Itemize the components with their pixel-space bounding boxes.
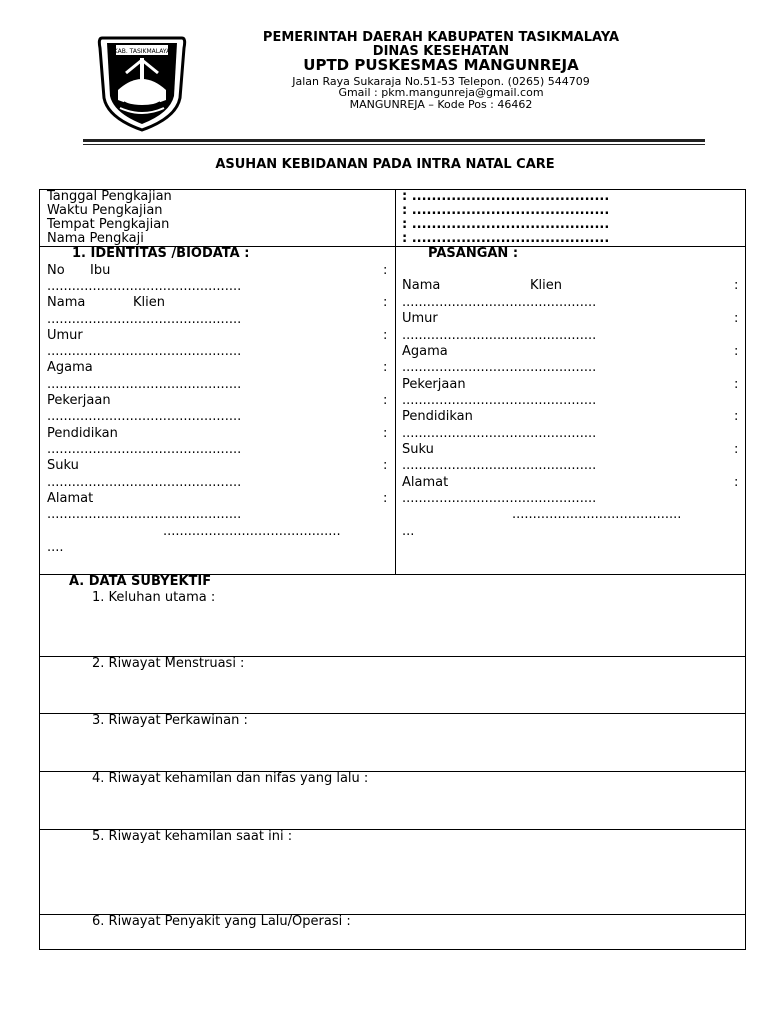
table-column-divider bbox=[395, 189, 396, 575]
pasangan-alamat-dots-2[interactable]: ......................................... bbox=[512, 508, 682, 521]
suku-label: Suku bbox=[47, 458, 79, 473]
nama-colon: : bbox=[383, 295, 388, 310]
pasangan-pekerjaan-colon: : bbox=[734, 377, 739, 392]
agama-colon: : bbox=[383, 360, 388, 375]
alamat-label: Alamat bbox=[47, 491, 94, 506]
klien-label: Klien bbox=[133, 295, 165, 310]
pasangan-agama-label: Agama bbox=[402, 344, 448, 359]
alamat-dots-2[interactable]: ........................................... bbox=[163, 525, 341, 538]
agama-dots[interactable]: ............................................... bbox=[47, 378, 242, 391]
suku-dots[interactable]: ............................................... bbox=[47, 476, 242, 489]
riwayat-perkawinan-label: 3. Riwayat Perkawinan : bbox=[92, 713, 248, 728]
tempat-value[interactable]: : ........................................ bbox=[402, 217, 610, 232]
pasangan-suku-dots[interactable]: ............................................... bbox=[402, 459, 597, 472]
pasangan-pendidikan-dots[interactable]: ............................................... bbox=[402, 427, 597, 440]
no-ibu-dots[interactable]: ............................................... bbox=[47, 280, 242, 293]
waktu-label: Waktu Pengkajian bbox=[47, 203, 163, 218]
umur-colon: : bbox=[383, 328, 388, 343]
riwayat-penyakit-label: 6. Riwayat Penyakit yang Lalu/Operasi : bbox=[92, 914, 351, 929]
table-border-bottom bbox=[39, 949, 746, 950]
letterhead-government: PEMERINTAH DAERAH KABUPATEN TASIKMALAYA bbox=[262, 30, 620, 45]
ibu-label: Ibu bbox=[90, 263, 111, 278]
pasangan-klien-label: Klien bbox=[530, 278, 562, 293]
identitas-heading: 1. IDENTITAS /BIODATA : bbox=[72, 246, 250, 261]
riwayat-kehamilan-kini-label: 5. Riwayat kehamilan saat ini : bbox=[92, 829, 293, 844]
pasangan-suku-label: Suku bbox=[402, 442, 434, 457]
umur-dots[interactable]: ............................................... bbox=[47, 345, 242, 358]
alamat-colon: : bbox=[383, 491, 388, 506]
alamat-dots[interactable]: ............................................... bbox=[47, 508, 242, 521]
suku-colon: : bbox=[383, 458, 388, 473]
tanggal-label: Tanggal Pengkajian bbox=[47, 189, 172, 204]
pasangan-nama-colon: : bbox=[734, 278, 739, 293]
riwayat-menstruasi-label: 2. Riwayat Menstruasi : bbox=[92, 656, 245, 671]
waktu-value[interactable]: : ........................................ bbox=[402, 203, 610, 218]
nama-dots[interactable]: ............................................... bbox=[47, 313, 242, 326]
no-ibu-colon: : bbox=[383, 263, 388, 278]
pasangan-alamat-dots-3[interactable]: ... bbox=[402, 525, 415, 538]
pekerjaan-dots[interactable]: ............................................... bbox=[47, 410, 242, 423]
pasangan-agama-colon: : bbox=[734, 344, 739, 359]
no-label: No bbox=[47, 263, 65, 278]
letterhead-address: Jalan Raya Sukaraja No.51-53 Telepon. (0265) 544709 bbox=[292, 75, 590, 88]
pasangan-pendidikan-colon: : bbox=[734, 409, 739, 424]
umur-label: Umur bbox=[47, 328, 83, 343]
pendidikan-dots[interactable]: ............................................... bbox=[47, 443, 242, 456]
pasangan-umur-dots[interactable]: ............................................... bbox=[402, 329, 597, 342]
form-title: ASUHAN KEBIDANAN PADA INTRA NATAL CARE bbox=[215, 157, 555, 172]
pekerjaan-label: Pekerjaan bbox=[47, 393, 111, 408]
pasangan-alamat-label: Alamat bbox=[402, 475, 449, 490]
agama-label: Agama bbox=[47, 360, 93, 375]
tempat-label: Tempat Pengkajian bbox=[47, 217, 170, 232]
letterhead-rule-thick bbox=[83, 139, 705, 142]
pasangan-alamat-colon: : bbox=[734, 475, 739, 490]
tanggal-value[interactable]: : ........................................ bbox=[402, 189, 610, 204]
pasangan-nama-label: Nama bbox=[402, 278, 441, 293]
pasangan-suku-colon: : bbox=[734, 442, 739, 457]
kabupaten-logo bbox=[96, 28, 188, 132]
alamat-dots-3[interactable]: .... bbox=[47, 541, 64, 554]
letterhead-department: DINAS KESEHATAN bbox=[372, 44, 510, 59]
keluhan-utama-label: 1. Keluhan utama : bbox=[92, 590, 216, 605]
pasangan-pekerjaan-dots[interactable]: ............................................... bbox=[402, 394, 597, 407]
table-border-left bbox=[39, 189, 40, 950]
pasangan-umur-label: Umur bbox=[402, 311, 438, 326]
pengkaji-label: Nama Pengkaji bbox=[47, 231, 144, 246]
pasangan-pekerjaan-label: Pekerjaan bbox=[402, 377, 466, 392]
table-border-right bbox=[745, 189, 746, 950]
letterhead-email: Gmail : pkm.mangunreja@gmail.com bbox=[338, 86, 544, 99]
pasangan-alamat-dots[interactable]: ............................................... bbox=[402, 492, 597, 505]
pendidikan-label: Pendidikan bbox=[47, 426, 118, 441]
pasangan-agama-dots[interactable]: ............................................... bbox=[402, 361, 597, 374]
pasangan-nama-dots[interactable]: ............................................... bbox=[402, 296, 597, 309]
pendidikan-colon: : bbox=[383, 426, 388, 441]
letterhead-postal: MANGUNREJA – Kode Pos : 46462 bbox=[349, 98, 533, 111]
riwayat-kehamilan-lalu-label: 4. Riwayat kehamilan dan nifas yang lalu : bbox=[92, 771, 369, 786]
logo-text: KAB. TASIKMALAYA bbox=[113, 48, 171, 55]
pengkaji-value[interactable]: : ........................................ bbox=[402, 231, 610, 246]
pasangan-heading: PASANGAN : bbox=[428, 246, 519, 261]
pasangan-pendidikan-label: Pendidikan bbox=[402, 409, 473, 424]
pekerjaan-colon: : bbox=[383, 393, 388, 408]
nama-label: Nama bbox=[47, 295, 86, 310]
letterhead-rule-thin bbox=[83, 144, 705, 145]
pasangan-umur-colon: : bbox=[734, 311, 739, 326]
subyektif-heading: A. DATA SUBYEKTIF bbox=[69, 574, 212, 589]
letterhead-puskesmas: UPTD PUSKESMAS MANGUNREJA bbox=[303, 56, 579, 74]
